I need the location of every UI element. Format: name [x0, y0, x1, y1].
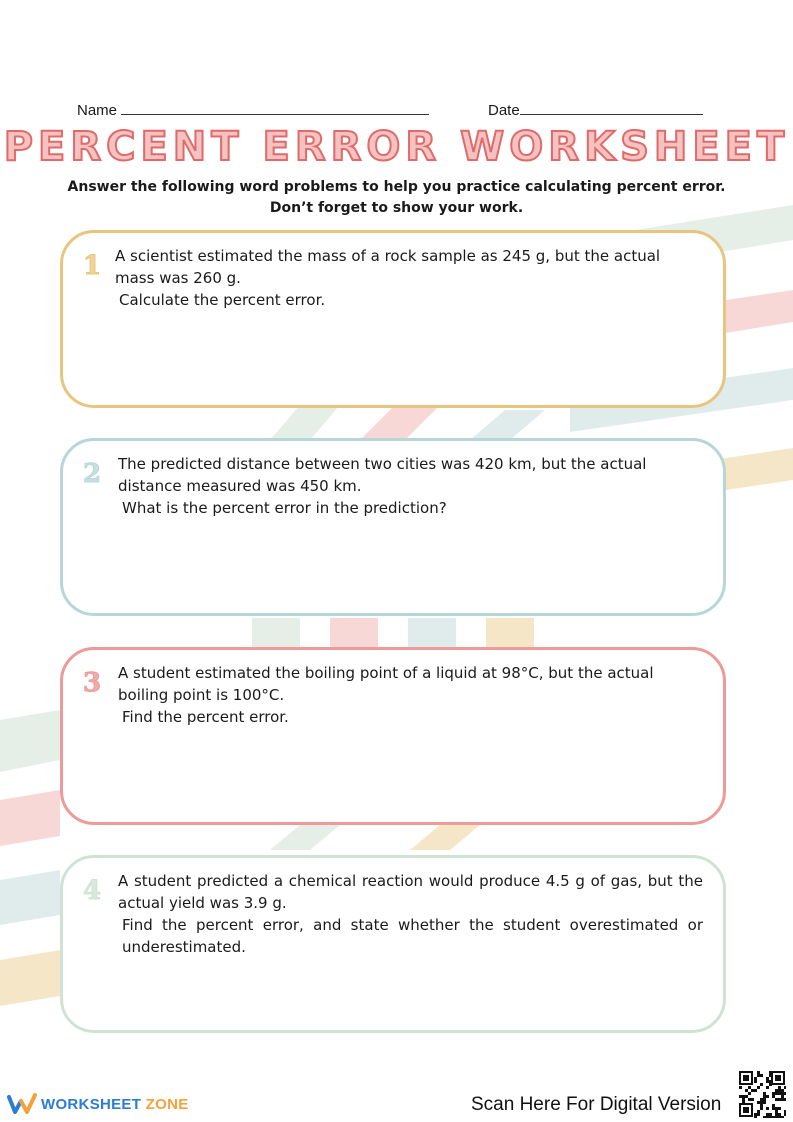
problem-question: Find the percent error.: [122, 708, 289, 726]
problem-statement: A scientist estimated the mass of a rock sample as 245 g, but the actual mass was 260 g.: [115, 247, 661, 287]
problem-text-block: [118, 453, 703, 519]
instructions: [40, 177, 753, 219]
instructions-line-2: Don’t forget to show your work.: [269, 200, 524, 216]
name-label: Name: [77, 102, 118, 119]
problem-number: 1: [83, 251, 102, 281]
name-line[interactable]: [121, 100, 429, 115]
date-field[interactable]: [488, 100, 703, 119]
problem-text-block: [118, 870, 703, 958]
problem-statement: The predicted distance between two cities was 420 km, but the actual distance measured was 450 km.: [118, 455, 647, 495]
problem-question: Find the percent error, and state whether the student overestimated or underestimated.: [122, 916, 703, 956]
problem-card-2: [60, 438, 726, 616]
qr-code-icon[interactable]: [738, 1070, 786, 1118]
logo-text: [41, 1096, 189, 1113]
logo-text-zone: ZONE: [145, 1095, 189, 1113]
problem-statement: A student estimated the boiling point of a liquid at 98°C, but the actual boiling point is 100°C.: [118, 664, 654, 704]
problem-number: 3: [83, 668, 102, 698]
problem-card-1: [60, 230, 726, 408]
problem-question: Calculate the percent error.: [119, 291, 326, 309]
problem-number: 2: [83, 459, 102, 489]
problem-number: 4: [83, 876, 102, 906]
page-title: PERCENT ERROR WORKSHEET: [3, 124, 790, 170]
problem-card-4: [60, 855, 726, 1033]
instructions-line-1: Answer the following word problems to help you practice calculating percent error.: [67, 179, 726, 195]
problem-statement: A student predicted a chemical reaction would produce 4.5 g of gas, but the actual yield was 3.9 g.: [118, 872, 703, 912]
name-field[interactable]: [77, 100, 429, 119]
problem-text-block: [115, 245, 703, 311]
worksheetzone-logo[interactable]: [7, 1093, 189, 1115]
problem-question: What is the percent error in the prediction?: [122, 499, 447, 517]
scan-caption: Scan Here For Digital Version: [471, 1094, 722, 1115]
problem-card-3: [60, 647, 726, 825]
date-line[interactable]: [520, 100, 703, 115]
logo-text-worksheet: WORKSHEET: [41, 1095, 142, 1113]
date-label: Date: [488, 102, 520, 119]
problem-text-block: [118, 662, 703, 728]
logo-w-icon: [7, 1093, 37, 1115]
